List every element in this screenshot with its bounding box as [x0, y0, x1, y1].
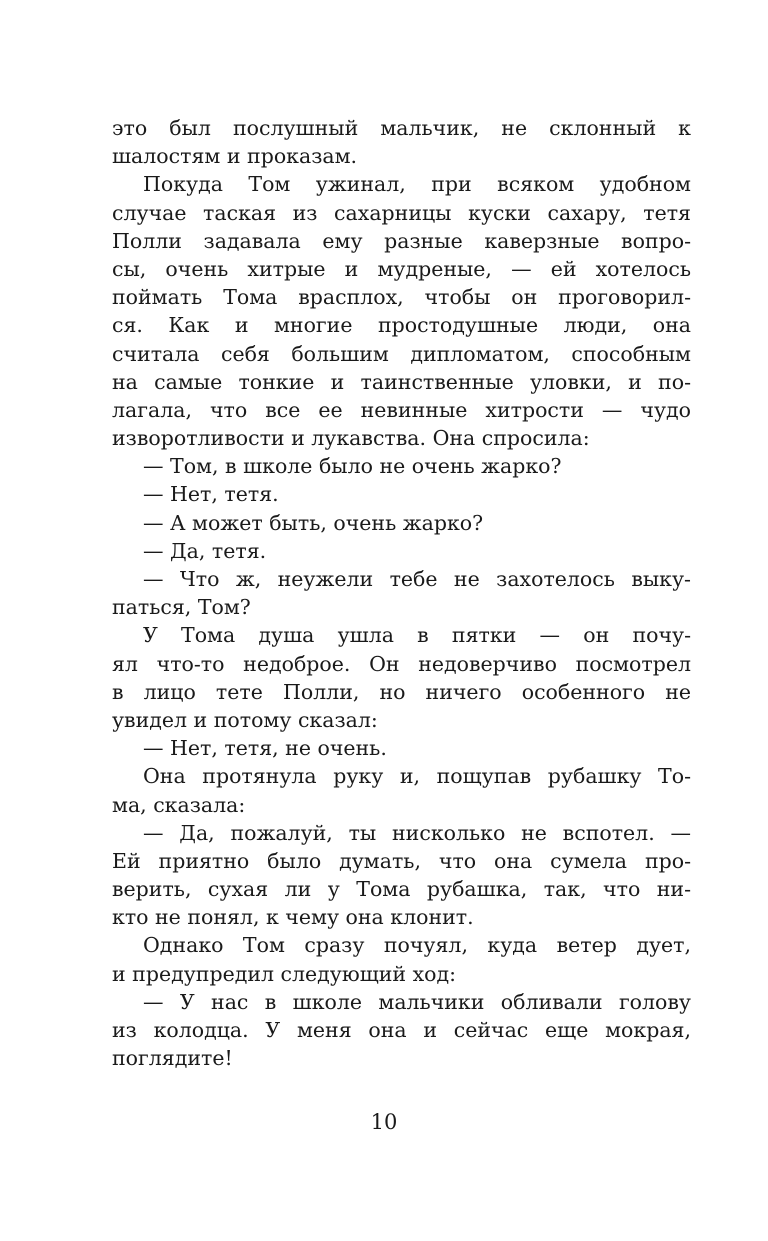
text-line-25: ма, сказала: [112, 792, 246, 817]
text-line-1: это был послушный мальчик, не склонный к [112, 116, 691, 140]
text-line-5: Полли задавала ему разные каверзные вопро- [112, 228, 691, 253]
text-line-7: поймать Тома врасплох, чтобы он проговорил- [112, 285, 691, 310]
text-line-22: увидел и потому сказал: [112, 707, 378, 732]
text-line-9: считала себя большим дипломатом, способным [112, 341, 691, 366]
text-line-15: — А может быть, очень жарко? [143, 510, 484, 535]
page-text-body [112, 114, 691, 1072]
text-line-14: — Нет, тетя. [143, 482, 279, 507]
text-line-10: на самые тонкие и таинственные уловки, и по- [112, 369, 691, 394]
text-line-33: из колодца. У меня она и сейчас еще мокрая, [112, 1018, 691, 1042]
text-line-26: — Да, пожалуй, ты нисколько не вспотел. — [143, 820, 691, 845]
text-line-32: — У нас в школе мальчики обливали голову [143, 989, 691, 1014]
text-line-30: Однако Том сразу почуял, куда ветер дует, [143, 933, 691, 958]
text-line-12: изворотливости и лукавства. Она спросила: [112, 426, 590, 451]
text-line-19: У Тома душа ушла в пятки — он почу- [143, 623, 691, 648]
text-line-31: и предупредил следующий ход: [112, 961, 457, 986]
text-line-21: в лицо тете Полли, но ничего особенного не [112, 679, 691, 704]
text-line-13: — Том, в школе было не очень жарко? [143, 454, 562, 479]
text-line-28: верить, сухая ли у Тома рубашка, так, что ни- [112, 877, 691, 902]
text-line-17: — Что ж, неужели тебе не захотелось выку- [143, 567, 691, 591]
page-number: 10 [370, 1110, 398, 1134]
text-line-2: шалостям и проказам. [112, 144, 358, 169]
text-line-4: случае таская из сахарницы куски сахару, тетя [112, 200, 691, 225]
text-line-18: паться, Том? [112, 595, 251, 620]
text-line-6: сы, очень хитрые и мудреные, — ей хотелось [112, 256, 691, 281]
text-line-24: Она протянула руку и, пощупав рубашку То- [143, 764, 691, 789]
text-line-34: поглядите! [112, 1046, 233, 1071]
text-line-3: Покуда Том ужинал, при всяком удобном [143, 172, 691, 197]
text-line-29: кто не понял, к чему она клонит. [112, 905, 474, 930]
text-line-11: лагала, что все ее невинные хитрости — чудо [112, 397, 691, 422]
text-line-23: — Нет, тетя, не очень. [143, 736, 387, 761]
text-line-16: — Да, тетя. [143, 538, 267, 563]
text-line-8: ся. Как и многие простодушные люди, она [112, 313, 691, 338]
text-line-27: Ей приятно было думать, что она сумела про- [112, 848, 691, 873]
text-line-20: ял что-то недоброе. Он недоверчиво посмотрел [112, 651, 691, 676]
